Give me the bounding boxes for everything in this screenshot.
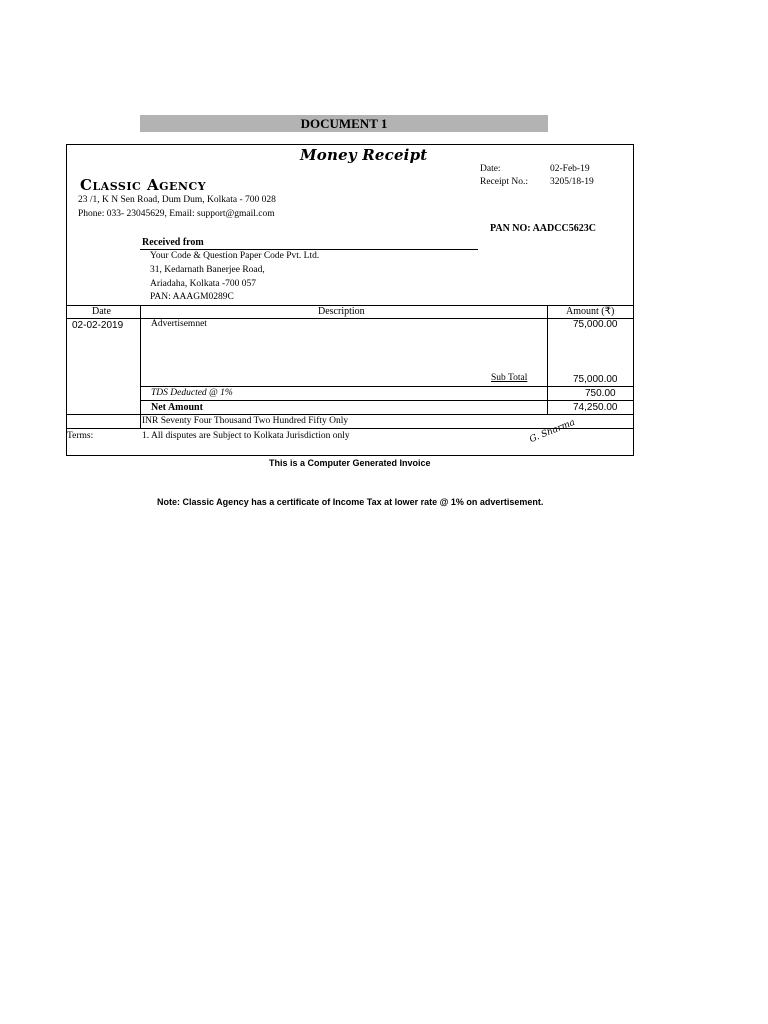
receipt-no-value: 3205/18-19 (550, 177, 594, 187)
net-amount-label: Net Amount (151, 402, 203, 413)
received-from-underline (140, 249, 478, 250)
subtotal-label: Sub Total (491, 373, 528, 383)
row-description: Advertisemnet (151, 319, 207, 329)
tds-value: 750.00 (585, 388, 616, 399)
tds-border (140, 400, 634, 401)
received-from-line: Your Code & Question Paper Code Pvt. Ltd. (150, 251, 320, 261)
computer-generated-text: This is a Computer Generated Invoice (269, 458, 431, 468)
income-tax-note: Note: Classic Agency has a certificate of Income Tax at lower rate @ 1% on advertisement. (157, 497, 544, 507)
pan-number: PAN NO: AADCC5623C (490, 223, 596, 234)
document-banner: DOCUMENT 1 (140, 115, 548, 132)
tds-label: TDS Deducted @ 1% (151, 388, 233, 398)
receipt-title: Money Receipt (300, 146, 428, 164)
signature: G. Sharma (528, 417, 577, 445)
company-contact: Phone: 033- 23045629, Email: support@gmail.com (78, 209, 275, 219)
subtotal-value: 75,000.00 (573, 374, 618, 385)
received-from-line: PAN: AAAGM0289C (150, 292, 234, 302)
subtotal-border (140, 386, 634, 387)
date-label: Date: (480, 164, 501, 174)
date-column-divider (140, 305, 141, 428)
terms-text: 1. All disputes are Subject to Kolkata Jurisdiction only (142, 431, 350, 441)
company-name: Classic Agency (80, 176, 207, 194)
header-description: Description (318, 306, 365, 317)
header-date: Date (92, 306, 111, 317)
received-from-line: Ariadaha, Kolkata -700 057 (150, 279, 257, 289)
date-value: 02-Feb-19 (550, 164, 590, 174)
net-amount-value: 74,250.00 (573, 402, 618, 413)
receipt-no-label: Receipt No.: (480, 177, 529, 187)
row-date: 02-02-2019 (72, 320, 124, 331)
amount-column-divider (547, 305, 548, 414)
row-amount: 75,000.00 (573, 319, 618, 330)
net-amount-border (66, 414, 634, 415)
received-from-label: Received from (142, 237, 204, 248)
terms-label: Terms: (67, 431, 94, 441)
amount-in-words: INR Seventy Four Thousand Two Hundred Fifty Only (142, 416, 349, 426)
company-address: 23 /1, K N Sen Road, Dum Dum, Kolkata - 700 028 (78, 195, 276, 205)
received-from-line: 31, Kedarnath Banerjee Road, (150, 265, 265, 275)
header-amount: Amount (₹) (566, 306, 615, 317)
